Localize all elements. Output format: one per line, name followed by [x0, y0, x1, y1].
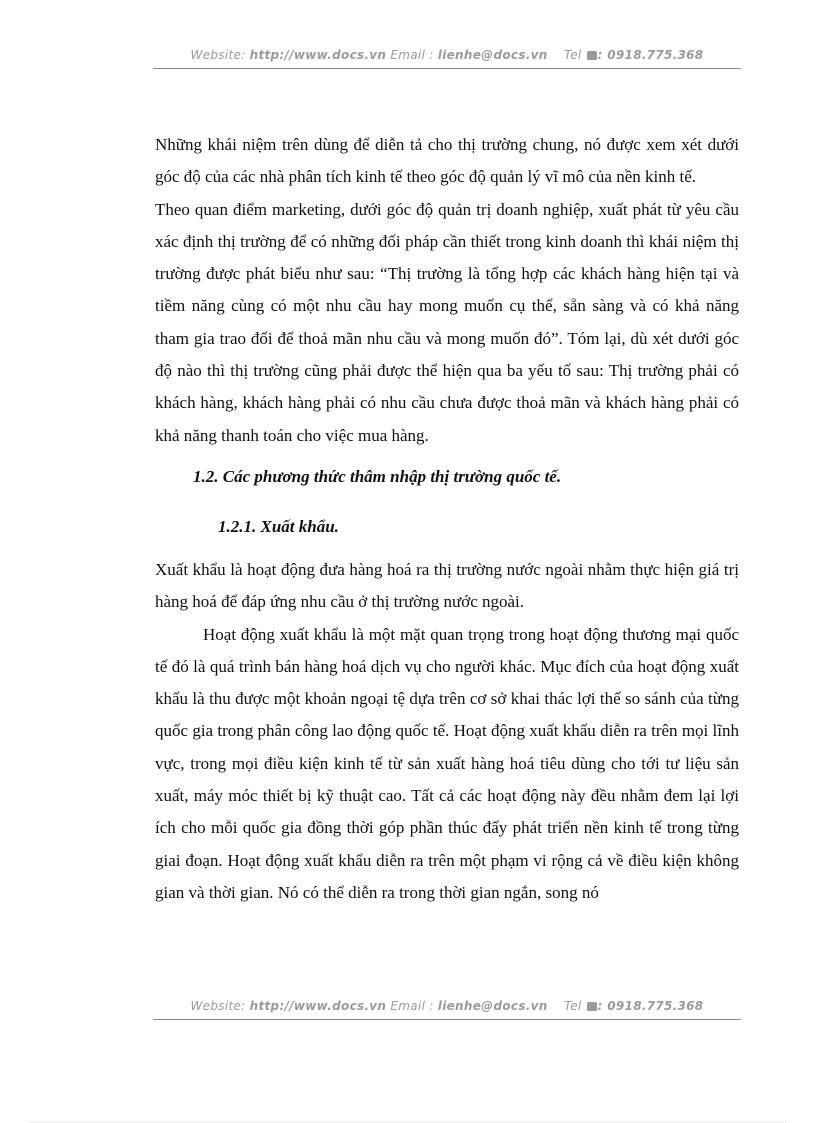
document-body: [155, 129, 739, 909]
paragraph-export-activity: Hoạt động xuất khẩu là một mặt quan trọng trong hoạt động thương mại quốc tế đó là quá trình bán hàng hoá dịch vụ cho người khác. Mục đích của hoạt động xuất khẩu là thu được một khoản ngoại tệ dựa trên cơ sở khai thác lợi thế so sánh của từng quốc gia trong phân công lao động quốc tế. Hoạt động xuất khẩu diễn ra trên mọi lĩnh vực, trong mọi điều kiện kinh tế từ sản xuất hàng hoá tiêu dùng cho tới tư liệu sản xuất, máy móc thiết bị kỹ thuật cao. Tất cả các hoạt động này đều nhằm đem lại lợi ích cho mỗi quốc gia đồng thời góp phần thúc đẩy phát triển nền kinh tế trong từng giai đoạn. Hoạt động xuất khẩu diễn ra trên một phạm vi rộng cả về điều kiện không gian và thời gian. Nó có thể diễn ra trong thời gian ngắn, song nó: [155, 624, 739, 902]
section-heading-1-2-1: 1.2.1. Xuất khẩu.: [218, 516, 339, 536]
paragraph-marketing-view: Theo quan điểm marketing, dưới góc độ quản trị doanh nghiệp, xuất phát từ yêu cầu xác định thị trường để có những đối pháp cần thiết trong kinh doanh thì khái niệm thị trường được phát biểu như sau: “Thị trường là tổng hợp các khách hàng hiện tại và tiềm năng cùng có một nhu cầu hay mong muốn cụ thể, sẵn sàng và có khả năng tham gia trao đổi để thoả mãn nhu cầu và mong muốn đó”. Tóm lại, dù xét dưới góc độ nào thì thị trường cũng phải được thể hiện qua ba yếu tố sau: Thị trường phải có khách hàng, khách hàng phải có nhu cầu chưa được thoả mãn và khách hàng phải có khả năng thanh toán cho việc mua hàng.: [155, 199, 739, 445]
header-website-link[interactable]: http://www.docs.vn: [249, 48, 387, 62]
footer-website-link[interactable]: http://www.docs.vn: [249, 999, 387, 1013]
footer-email-label: Email :: [390, 999, 434, 1013]
paragraph-market-concept: Những khái niệm trên dùng để diễn tả cho thị trường chung, nó được xem xét dưới góc độ của các nhà phân tích kinh tế theo góc độ quản lý vĩ mô của nền kinh tế.: [155, 135, 739, 187]
header-email-label: Email :: [390, 48, 434, 62]
footer-tel-label: Tel: [564, 999, 582, 1013]
phone-icon: [587, 1002, 597, 1011]
paragraph-export-definition: Xuất khẩu là hoạt động đưa hàng hoá ra thị trường nước ngoài nhằm thực hiện giá trị hàng hoá để đáp ứng nhu cầu ở thị trường nước ngoài.: [155, 559, 739, 612]
header-phone: : 0918.775.368: [597, 48, 704, 62]
header-email-link[interactable]: lienhe@docs.vn: [437, 48, 548, 62]
footer-email-link[interactable]: lienhe@docs.vn: [437, 999, 548, 1013]
page-header: [153, 48, 741, 69]
header-website-label: Website:: [190, 48, 246, 62]
section-heading-1-2: 1.2. Các phương thức thâm nhập thị trường quốc tế.: [193, 466, 562, 486]
header-tel-label: Tel: [564, 48, 582, 62]
phone-icon: [587, 51, 597, 60]
footer-website-label: Website:: [190, 999, 246, 1013]
page-footer: [153, 999, 741, 1020]
footer-phone: : 0918.775.368: [597, 999, 704, 1013]
